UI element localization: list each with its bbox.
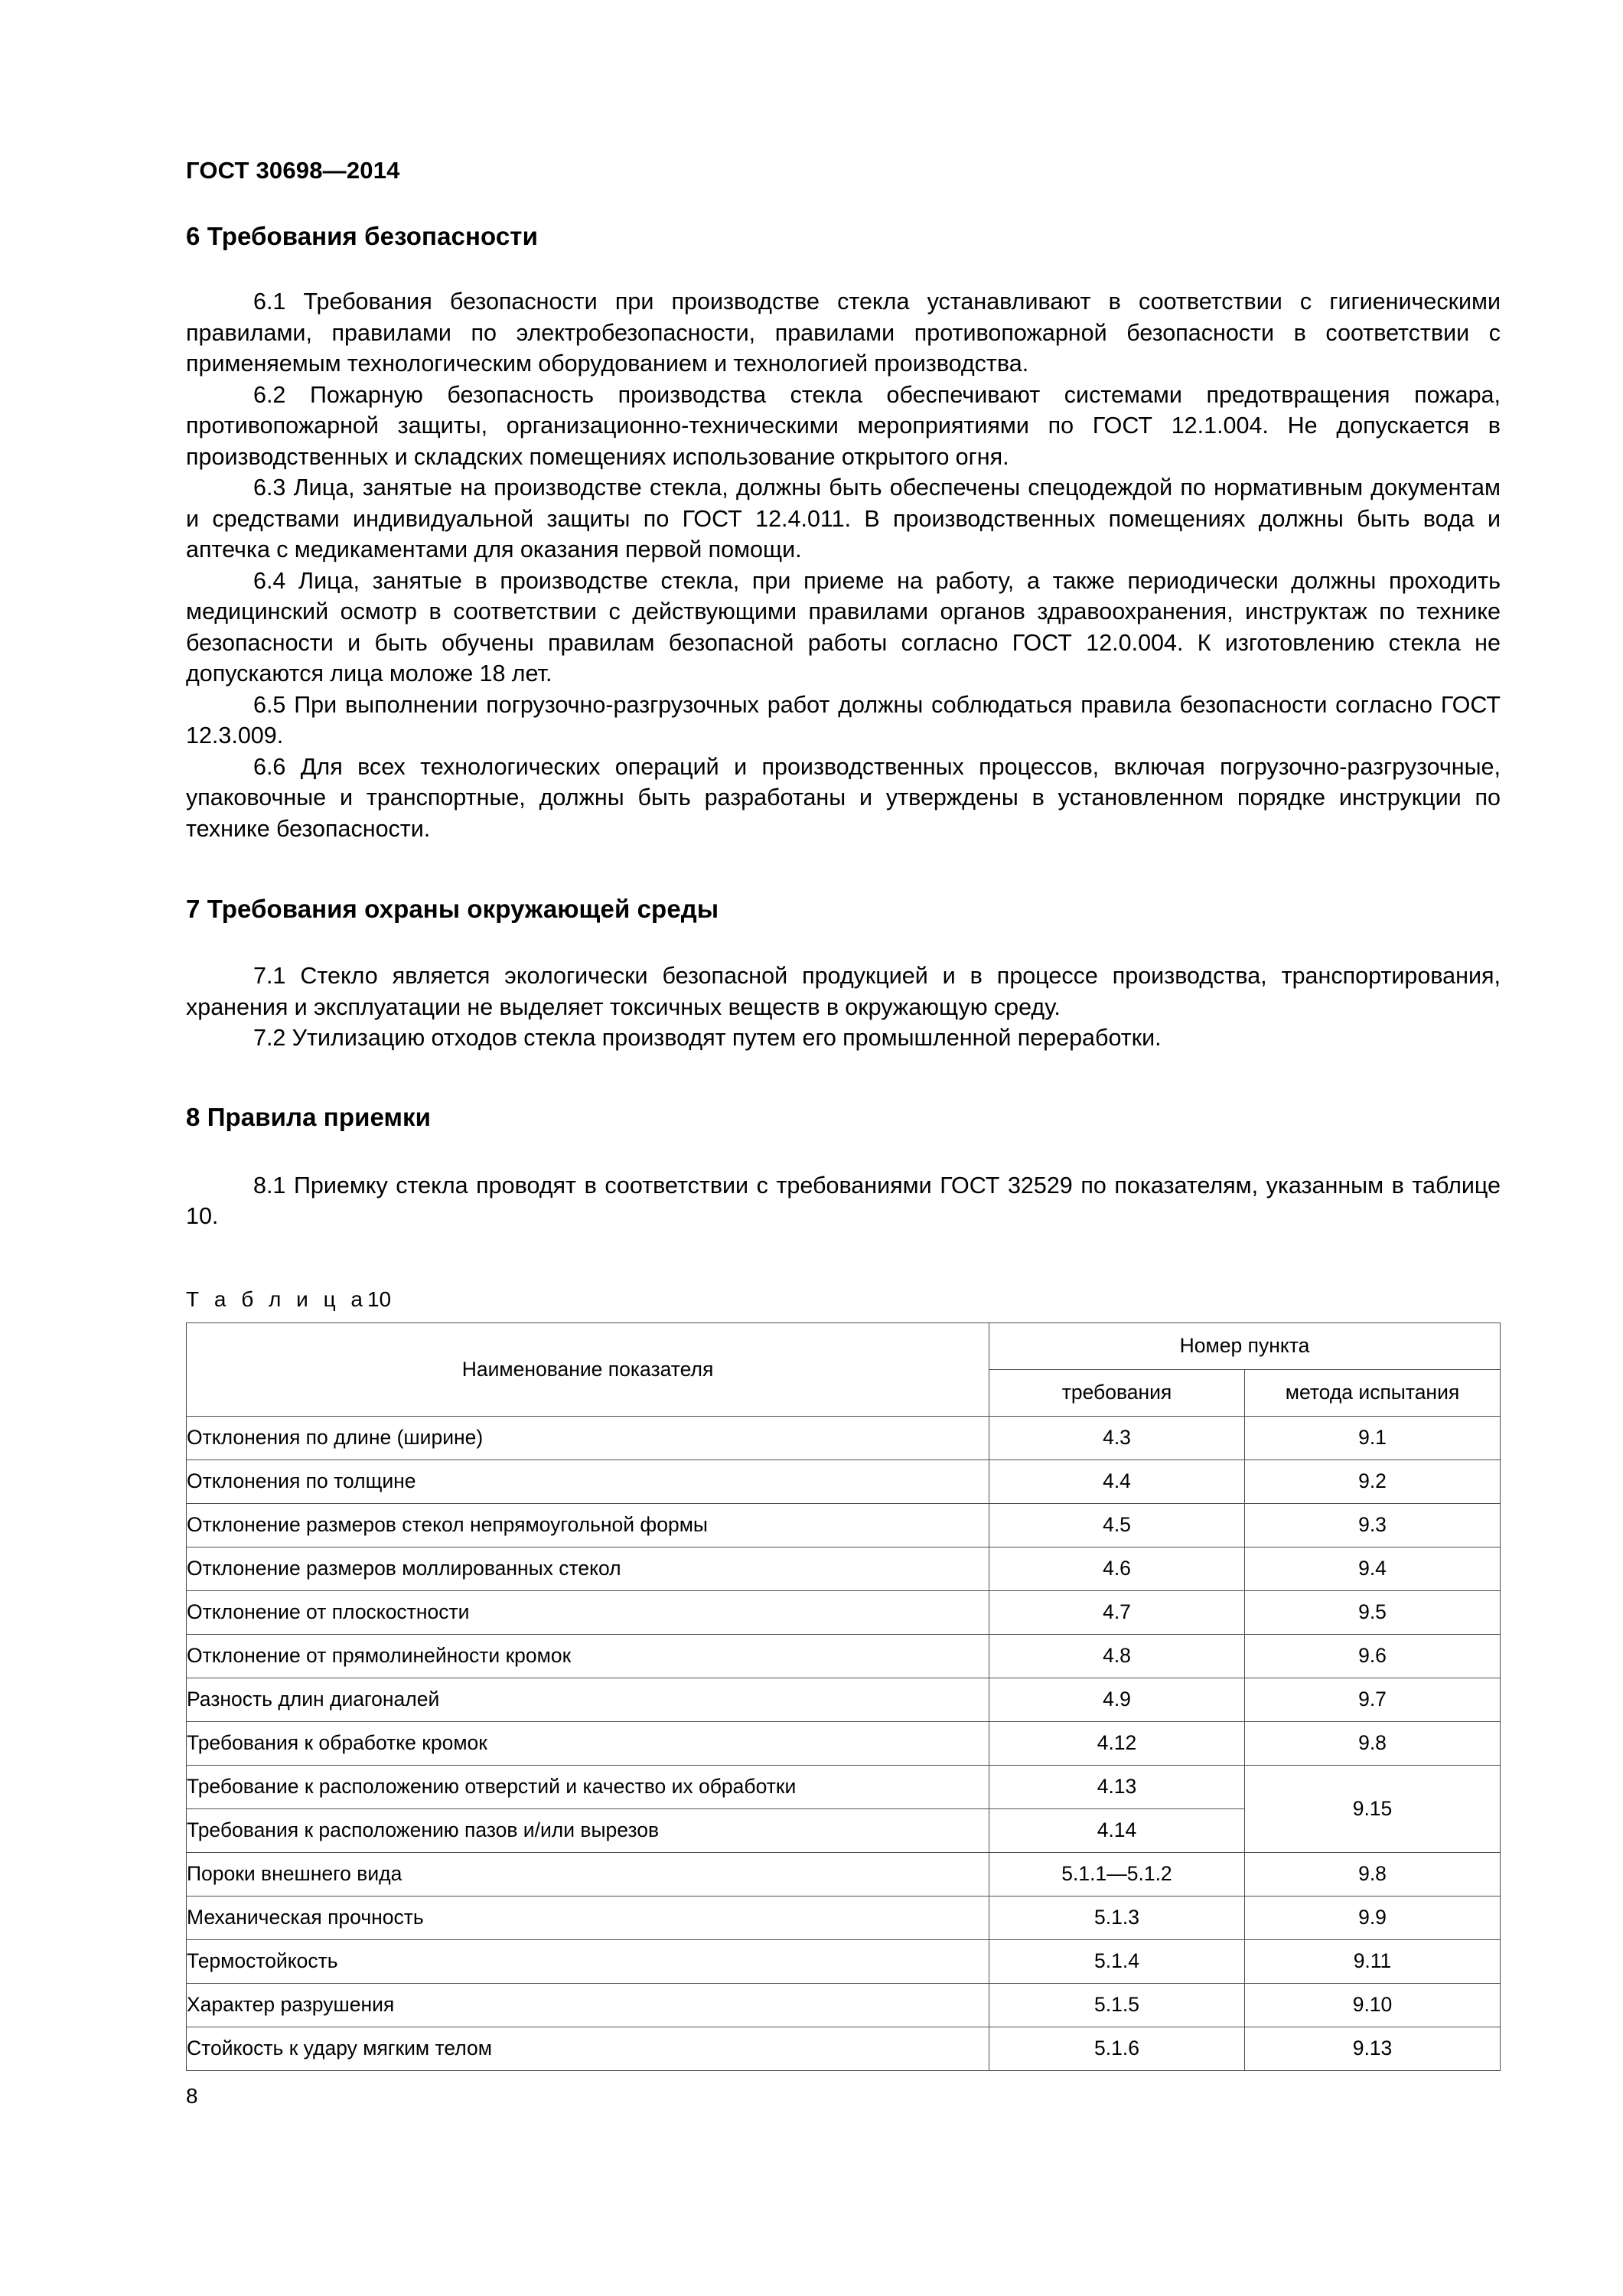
cell-test-method: 9.7 [1245,1678,1501,1721]
header-indicator-name: Наименование показателя [187,1322,989,1416]
cell-test-method: 9.1 [1245,1416,1501,1459]
cell-requirement: 4.5 [989,1503,1245,1547]
cell-requirement: 5.1.6 [989,2027,1245,2070]
table-row [187,1590,1501,1634]
paragraph-7-2: 7.2 Утилизацию отходов стекла производят путем его промышленной переработки. [253,1025,1162,1051]
cell-indicator-name: Отклонение от плоскостности [187,1590,989,1634]
paragraph-8-1: 8.1 Приемку стекла проводят в соответствии с требованиями ГОСТ 32529 по показателям, указанным в таблице 10. [186,1172,1501,1229]
cell-requirement: 4.7 [989,1590,1245,1634]
section-heading-6: 6 Требования безопасности [186,222,538,250]
paragraph-7-1: 7.1 Стекло является экологически безопасной продукцией и в процессе производства, транспортирования, хранения и эксплуатации не выделяет токсичных веществ в окружающую среду. [186,963,1501,1020]
table-row [187,1896,1501,1939]
table-caption-number: 10 [367,1287,392,1311]
cell-requirement: 5.1.3 [989,1896,1245,1939]
cell-indicator-name: Требования к расположению пазов и/или вырезов [187,1808,989,1852]
cell-test-method: 9.15 [1245,1765,1501,1852]
table-caption [186,1287,1501,1312]
cell-requirement: 4.12 [989,1721,1245,1765]
table-row [187,1503,1501,1547]
table-row [187,1939,1501,1983]
table-row [187,1416,1501,1459]
header-requirement: требования [989,1369,1245,1416]
cell-indicator-name: Характер разрушения [187,1983,989,2027]
table-10 [186,1322,1501,2071]
cell-requirement: 4.4 [989,1459,1245,1503]
table-row [187,1852,1501,1896]
table-row [187,1547,1501,1590]
cell-indicator-name: Стойкость к удару мягким телом [187,2027,989,2070]
section-heading-8: 8 Правила приемки [186,1102,432,1131]
cell-indicator-name: Отклонение размеров моллированных стекол [187,1547,989,1590]
table-row [187,1721,1501,1765]
cell-indicator-name: Отклонение от прямолинейности кромок [187,1634,989,1678]
table-header-row-1 [187,1322,1501,1369]
header-test-method: метода испытания [1245,1369,1501,1416]
paragraph-6-6: 6.6 Для всех технологических операций и производственных процессов, включая погрузочно-разгрузочные, упаковочные и транспортные, должны быть разработаны и утверждены в установленном порядке инструкции по технике безопасности. [186,753,1501,842]
cell-indicator-name: Требование к расположению отверстий и качество их обработки [187,1765,989,1808]
paragraph-6-3: 6.3 Лица, занятые на производстве стекла, должны быть обеспечены спецодеждой по нормативным документам и средствами индивидуальной защиты по ГОСТ 12.4.011. В производственных помещениях должны быть вода и аптечка с медикаментами для оказания первой помощи. [186,475,1501,563]
paragraph-6-1: 6.1 Требования безопасности при производстве стекла устанавливают в соответствии с гигиеническими правилами, правилами по электробезопасности, правилами противопожарной безопасности в соответствии с применяемым технологическим оборудованием и технологией производства. [186,289,1501,377]
page-content [186,222,1501,2071]
cell-requirement: 5.1.5 [989,1983,1245,2027]
table-caption-label: Т а б л и ц а [186,1287,367,1311]
paragraph-6-2: 6.2 Пожарную безопасность производства стекла обеспечивают системами предотвращения пожара, противопожарной защиты, организационно-техническими мероприятиями по ГОСТ 12.1.004. Не допускается в производственных и складских помещениях использование открытого огня. [186,381,1501,470]
cell-test-method: 9.9 [1245,1896,1501,1939]
cell-requirement: 4.6 [989,1547,1245,1590]
cell-indicator-name: Пороки внешнего вида [187,1852,989,1896]
cell-indicator-name: Отклонения по толщине [187,1459,989,1503]
cell-test-method: 9.13 [1245,2027,1501,2070]
table-head [187,1322,1501,1416]
cell-test-method: 9.6 [1245,1634,1501,1678]
paragraph-6-5: 6.5 При выполнении погрузочно-разгрузочных работ должны соблюдаться правила безопасности согласно ГОСТ 12.3.009. [186,691,1501,748]
cell-test-method: 9.3 [1245,1503,1501,1547]
table-row [187,1634,1501,1678]
cell-requirement: 4.9 [989,1678,1245,1721]
cell-test-method: 9.5 [1245,1590,1501,1634]
header-clause-number: Номер пункта [989,1322,1501,1369]
table-row [187,1983,1501,2027]
cell-indicator-name: Требования к обработке кромок [187,1721,989,1765]
cell-test-method: 9.2 [1245,1459,1501,1503]
cell-test-method: 9.4 [1245,1547,1501,1590]
table-row [187,1678,1501,1721]
cell-requirement: 4.3 [989,1416,1245,1459]
table-row [187,2027,1501,2070]
cell-test-method: 9.8 [1245,1852,1501,1896]
cell-test-method: 9.8 [1245,1721,1501,1765]
page-number: 8 [186,2084,198,2108]
table-body [187,1416,1501,2070]
section-heading-7: 7 Требования охраны окружающей среды [186,895,719,923]
cell-requirement: 4.14 [989,1808,1245,1852]
table-row [187,1765,1501,1808]
cell-indicator-name: Механическая прочность [187,1896,989,1939]
cell-indicator-name: Термостойкость [187,1939,989,1983]
cell-indicator-name: Отклонения по длине (ширине) [187,1416,989,1459]
cell-requirement: 5.1.4 [989,1939,1245,1983]
cell-indicator-name: Отклонение размеров стекол непрямоугольной формы [187,1503,989,1547]
running-head: ГОСТ 30698—2014 [186,157,400,184]
table-row [187,1459,1501,1503]
cell-test-method: 9.10 [1245,1983,1501,2027]
cell-test-method: 9.11 [1245,1939,1501,1983]
cell-indicator-name: Разность длин диагоналей [187,1678,989,1721]
cell-requirement: 4.13 [989,1765,1245,1808]
cell-requirement: 4.8 [989,1634,1245,1678]
paragraph-6-4: 6.4 Лица, занятые в производстве стекла, при приеме на работу, а также периодически должны проходить медицинский осмотр в соответствии с действующими правилами органов здравоохранения, инструктаж по технике безопасности и быть обучены правилам безопасной работы согласно ГОСТ 12.0.004. К изготовлению стекла не допускаются лица моложе 18 лет. [186,567,1501,687]
cell-requirement: 5.1.1—5.1.2 [989,1852,1245,1896]
